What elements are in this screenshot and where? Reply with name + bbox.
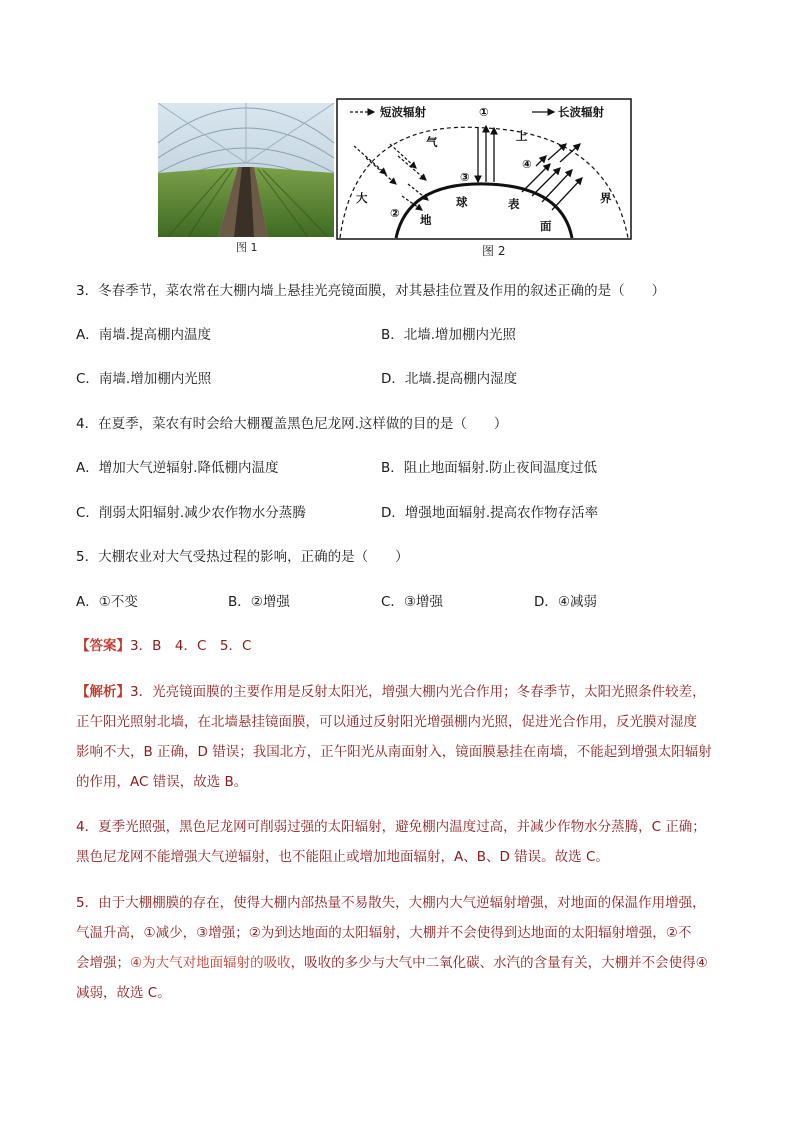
label-circle-3: ③ <box>460 170 470 184</box>
label-di: 地 <box>420 213 432 227</box>
legend-long-wave: 长波辐射 <box>558 105 604 119</box>
label-qiu: 球 <box>456 195 468 209</box>
label-circle-4: ④ <box>522 157 532 171</box>
label-jie: 界 <box>600 191 612 205</box>
analysis-q5-line3 <box>76 953 708 973</box>
analysis-q5-line1: 5．由于大棚棚膜的存在，使得大棚内部热量不易散失，大棚内大气逆辐射增强，对地面的保温作用增强， <box>76 895 706 911</box>
answer-tag: 【答案】 <box>76 638 130 654</box>
q5-stem: 5．大棚农业对大气受热过程的影响，正确的是（ ） <box>76 549 409 565</box>
analysis-q4-line2: 黑色尼龙网不能增强大气逆辐射，也不能阻止或增加地面辐射，A、B、D 错误。故选 C。 <box>76 849 609 865</box>
analysis-q5-text3c: ，吸收的多少与大气中二氧化碳、水汽的含量有关，大棚并不会使得④ <box>290 955 708 971</box>
analysis-q3-line1 <box>76 682 706 702</box>
label-da: 大 <box>356 191 368 205</box>
q3-stem: 3．冬春季节，菜农常在大棚内墙上悬挂光亮镜面膜，对其悬挂位置及作用的叙述正确的是（ ） <box>76 283 666 299</box>
q4-option-d: D．增强地面辐射.提高农作物存活率 <box>381 505 599 521</box>
q4-option-a: A．增加大气逆辐射.降低棚内温度 <box>76 460 279 476</box>
q5-option-d: D．④减弱 <box>534 594 597 610</box>
q5-option-b: B．②增强 <box>228 594 290 610</box>
label-circle-2: ② <box>390 206 400 220</box>
q3-option-c: C．南墙.增加棚内光照 <box>76 371 212 387</box>
analysis-tag: 【解析】 <box>76 684 130 700</box>
label-mian: 面 <box>540 219 552 233</box>
analysis-q3-line3: 影响不大，B 正确，D 错误；我国北方，正午阳光从南面射入，镜面膜悬挂在南墙，不能起到增强太阳辐射 <box>76 744 712 760</box>
label-shang: 上 <box>516 129 528 143</box>
analysis-q3-line4: 的作用，AC 错误，故选 B。 <box>76 774 248 790</box>
analysis-q5-line2: 气温升高，①减少，③增强；②为到达地面的太阳辐射，大棚并不会使得到达地面的太阳辐射增强，②不 <box>76 925 692 941</box>
fig2-caption: 图 2 <box>482 244 506 258</box>
q3-option-b: B．北墙.增加棚内光照 <box>381 327 517 343</box>
answer-text: 3．B 4．C 5．C <box>130 638 252 654</box>
q5-option-a: A．①不变 <box>76 594 138 610</box>
legend-short-wave: 短波辐射 <box>380 105 426 119</box>
q4-stem: 4．在夏季，菜农有时会给大棚覆盖黑色尼龙网.这样做的目的是（ ） <box>76 416 508 432</box>
radiation-diagram <box>336 98 632 240</box>
q3-option-d: D．北墙.提高棚内湿度 <box>381 371 518 387</box>
analysis-q3-text1: 3．光亮镜面膜的主要作用是反射太阳光，增强大棚内光合作用；冬春季节，太阳光照条件较差， <box>130 684 706 700</box>
analysis-q3-line2: 正午阳光照射北墙，在北墙悬挂镜面膜，可以通过反射阳光增强棚内光照，促进光合作用，反光膜对湿度 <box>76 714 697 730</box>
analysis-q5-line4: 减弱，故选 C。 <box>76 985 171 1001</box>
answer-line <box>76 636 251 656</box>
analysis-q5-text3a: 会增强； <box>76 955 130 971</box>
q3-option-a: A．南墙.提高棚内温度 <box>76 327 212 343</box>
q5-option-c: C．③增强 <box>381 594 444 610</box>
q4-option-b: B．阻止地面辐射.防止夜间温度过低 <box>381 460 598 476</box>
q4-option-c: C．削弱太阳辐射.减少农作物水分蒸腾 <box>76 505 306 521</box>
label-circle-1: ① <box>479 105 489 119</box>
greenhouse-photo <box>158 103 334 237</box>
analysis-q5-highlight: ④为大气对地面辐射的吸收 <box>130 955 291 971</box>
fig1-caption: 图 1 <box>236 241 258 254</box>
analysis-q4-line1: 4．夏季光照强，黑色尼龙网可削弱过强的太阳辐射，避免棚内温度过高，并减少作物水分蒸腾，C 正确； <box>76 819 706 835</box>
label-biao: 表 <box>508 197 520 211</box>
label-qi: 气 <box>426 135 438 149</box>
